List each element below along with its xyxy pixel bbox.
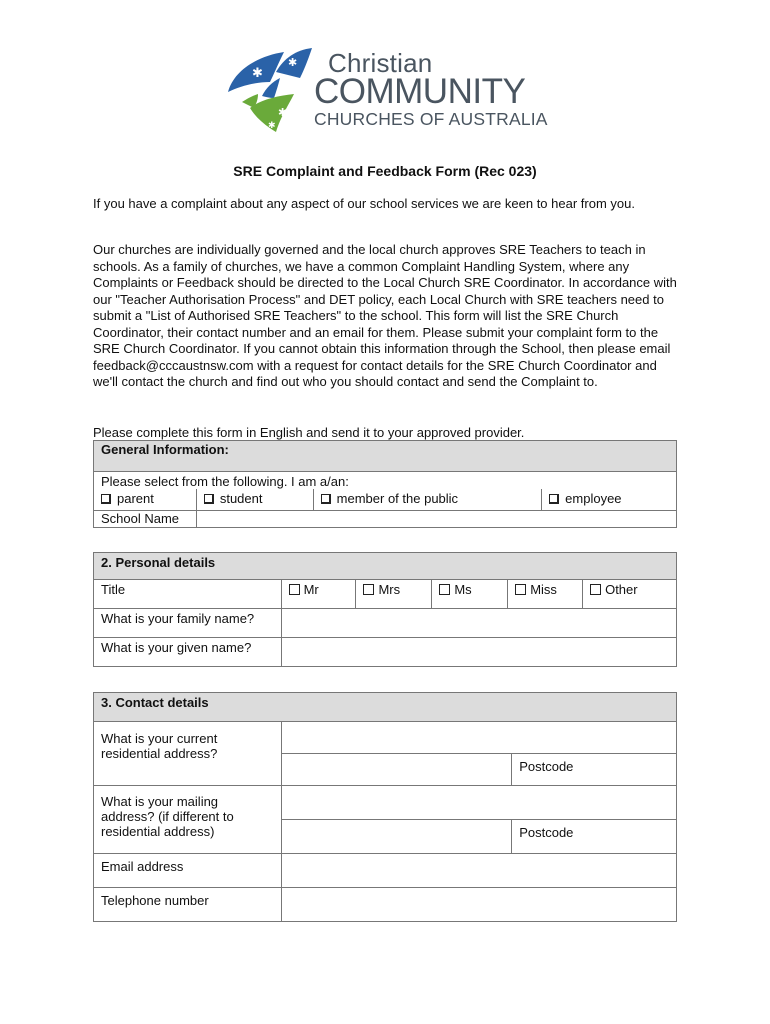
given-name-label: What is your given name? bbox=[94, 638, 282, 667]
mailing-postcode-field[interactable] bbox=[512, 820, 677, 854]
title-label: Title bbox=[94, 580, 282, 609]
option-parent[interactable]: parent bbox=[94, 489, 197, 510]
logo-text-community: COMMUNITY bbox=[314, 72, 526, 111]
mailing-address-field[interactable] bbox=[281, 786, 676, 820]
body-paragraph: Our churches are individually governed and the local church approves SRE Teachers to teach in schools. As a family of churches, we have a common Complaint Handling System, where any Complaints or Feedback should be directed to the Local Church SRE Coordinator. In accordance with our "Teacher Authorisation Process" and DET policy, each Local Church with SRE teachers need to submit a "List of Authorised SRE Teachers" to the school. This form will list the SRE Church Coordinator, their contact number and an email for them. Please submit your complaint form to the SRE Church Coordinator. If you cannot obtain this information through the School, then please email feedback@cccaustnsw.com with a request for contact details for the SRE Church Coordinator and we'll contact the church and find out who you should contact and send the Complaint to. bbox=[93, 242, 677, 389]
given-name-field[interactable] bbox=[281, 638, 676, 667]
logo-text-christian: Christian bbox=[328, 48, 433, 78]
svg-text:✱: ✱ bbox=[278, 106, 288, 119]
student-checkbox[interactable] bbox=[204, 494, 214, 504]
logo-text-churches: CHURCHES OF AUSTRALIA bbox=[314, 109, 548, 129]
svg-text:✱: ✱ bbox=[252, 66, 263, 81]
mr-checkbox[interactable] bbox=[289, 584, 300, 595]
residential-postcode-field[interactable] bbox=[512, 754, 677, 786]
personal-details-table bbox=[93, 552, 677, 667]
select-prompt: Please select from the following. I am a/an: bbox=[94, 472, 677, 490]
residential-address-label: What is your current residential address? bbox=[94, 722, 282, 786]
title-option-other[interactable]: Other bbox=[583, 580, 677, 609]
title-option-ms[interactable]: Ms bbox=[432, 580, 508, 609]
email-address-field[interactable] bbox=[281, 854, 676, 888]
svg-text:✱: ✱ bbox=[268, 121, 276, 131]
option-student[interactable]: student bbox=[196, 489, 313, 510]
option-member-of-public[interactable]: member of the public bbox=[313, 489, 542, 510]
school-name-label: School Name bbox=[94, 510, 197, 527]
option-employee[interactable]: employee bbox=[542, 489, 677, 510]
contact-details-header: 3. Contact details bbox=[94, 693, 677, 722]
personal-details-header: 2. Personal details bbox=[94, 553, 677, 580]
southern-cross-logo-icon bbox=[222, 44, 322, 136]
title-option-mrs[interactable]: Mrs bbox=[356, 580, 432, 609]
other-checkbox[interactable] bbox=[590, 584, 601, 595]
organization-logo bbox=[222, 44, 552, 136]
title-option-miss[interactable]: Miss bbox=[508, 580, 583, 609]
telephone-number-field[interactable] bbox=[281, 888, 676, 922]
residential-address-field[interactable] bbox=[281, 722, 676, 754]
general-information-table bbox=[93, 440, 677, 528]
intro-paragraph: If you have a complaint about any aspect of our school services we are keen to hear from you. bbox=[93, 196, 635, 211]
mailing-address-label: What is your mailing address? (if different to residential address) bbox=[94, 786, 282, 854]
email-address-label: Email address bbox=[94, 854, 282, 888]
miss-checkbox[interactable] bbox=[515, 584, 526, 595]
mailing-postcode-label: Postcode bbox=[519, 825, 574, 840]
member-of-public-checkbox[interactable] bbox=[321, 494, 331, 504]
contact-details-table bbox=[93, 692, 677, 922]
general-info-header: General Information: bbox=[94, 441, 677, 472]
instruction-text: Please complete this form in English and send it to your approved provider. bbox=[93, 425, 525, 440]
form-title: SRE Complaint and Feedback Form (Rec 023) bbox=[233, 163, 537, 179]
employee-checkbox[interactable] bbox=[549, 494, 559, 504]
ms-checkbox[interactable] bbox=[439, 584, 450, 595]
mrs-checkbox[interactable] bbox=[363, 584, 374, 595]
school-name-field[interactable] bbox=[196, 510, 676, 527]
title-option-mr[interactable]: Mr bbox=[281, 580, 356, 609]
telephone-number-label: Telephone number bbox=[94, 888, 282, 922]
parent-checkbox[interactable] bbox=[101, 494, 111, 504]
svg-text:✱: ✱ bbox=[288, 56, 298, 69]
residential-postcode-label: Postcode bbox=[519, 759, 574, 774]
family-name-label: What is your family name? bbox=[94, 609, 282, 638]
mailing-address-line2-field[interactable] bbox=[281, 820, 511, 854]
residential-address-line2-field[interactable] bbox=[281, 754, 511, 786]
family-name-field[interactable] bbox=[281, 609, 676, 638]
